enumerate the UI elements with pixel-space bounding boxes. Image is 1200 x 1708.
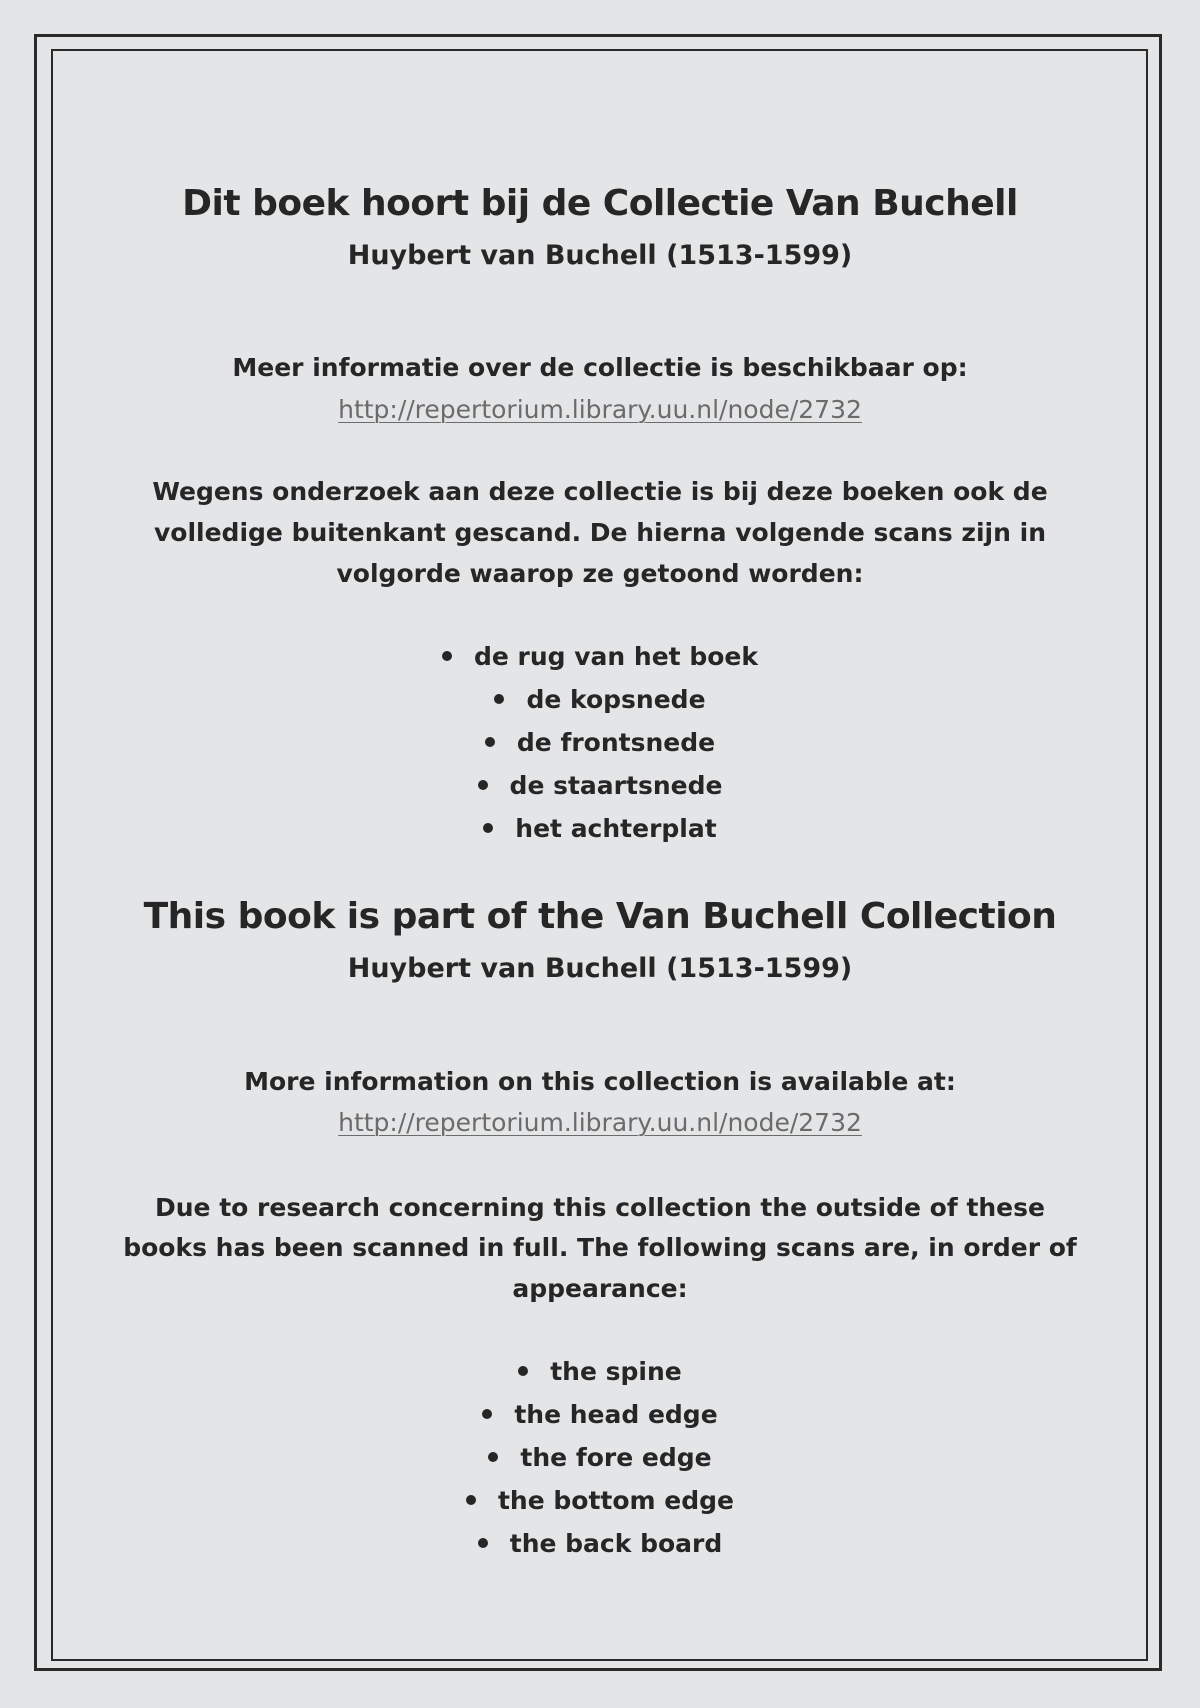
dutch-paragraph-line-2: volledige buitenkant gescand. De hierna volgende scans zijn in — [153, 518, 1046, 547]
bullet-icon — [483, 823, 493, 833]
english-list-item — [60, 1400, 1140, 1429]
english-list-item-label: the fore edge — [520, 1443, 712, 1472]
dutch-title: Dit boek hoort bij de Collectie Van Buchell — [182, 183, 1018, 224]
english-list-item — [60, 1357, 1140, 1386]
bullet-icon — [478, 780, 488, 790]
dutch-list-item — [60, 728, 1140, 757]
english-paragraph-line-2: books has been scanned in full. The following scans are, in order of — [123, 1233, 1077, 1262]
english-list-item — [60, 1486, 1140, 1515]
english-paragraph-line-3: appearance: — [512, 1274, 688, 1303]
dutch-paragraph-line-1: Wegens onderzoek aan deze collectie is bij deze boeken ook de — [152, 477, 1048, 506]
bullet-icon — [485, 737, 495, 747]
dutch-list-item-label: het achterplat — [515, 814, 717, 843]
english-list-item-label: the back board — [509, 1529, 723, 1558]
page-content — [60, 0, 1140, 1708]
english-paragraph-line-1: Due to research concerning this collection the outside of these — [155, 1193, 1045, 1222]
english-list-item — [60, 1529, 1140, 1558]
dutch-list-item-label: de rug van het boek — [473, 642, 758, 671]
bullet-icon — [482, 1409, 492, 1419]
bullet-icon — [478, 1538, 488, 1548]
english-subtitle: Huybert van Buchell (1513-1599) — [347, 953, 853, 984]
english-list-item-label: the bottom edge — [497, 1486, 734, 1515]
dutch-list-item-label: de kopsnede — [526, 685, 706, 714]
dutch-link[interactable]: http://repertorium.library.uu.nl/node/2732 — [338, 395, 862, 424]
english-list-item — [60, 1443, 1140, 1472]
bullet-icon — [518, 1366, 528, 1376]
dutch-list-item — [60, 814, 1140, 843]
english-list-item-label: the spine — [550, 1357, 682, 1386]
bullet-icon — [442, 651, 452, 661]
english-info-label: More information on this collection is available at: — [244, 1067, 956, 1096]
english-list-item-label: the head edge — [514, 1400, 718, 1429]
bullet-icon — [466, 1495, 476, 1505]
dutch-info-label: Meer informatie over de collectie is beschikbaar op: — [232, 353, 968, 382]
dutch-subtitle: Huybert van Buchell (1513-1599) — [347, 240, 853, 271]
dutch-paragraph-line-3: volgorde waarop ze getoond worden: — [336, 559, 864, 588]
bullet-icon — [494, 694, 504, 704]
dutch-list-item-label: de frontsnede — [516, 728, 716, 757]
bullet-icon — [488, 1452, 498, 1462]
dutch-list-item — [60, 642, 1140, 671]
english-link[interactable]: http://repertorium.library.uu.nl/node/2732 — [338, 1108, 862, 1137]
dutch-list-item-label: de staartsnede — [509, 771, 723, 800]
dutch-list-item — [60, 685, 1140, 714]
dutch-list-item — [60, 771, 1140, 800]
english-title: This book is part of the Van Buchell Collection — [143, 896, 1057, 937]
